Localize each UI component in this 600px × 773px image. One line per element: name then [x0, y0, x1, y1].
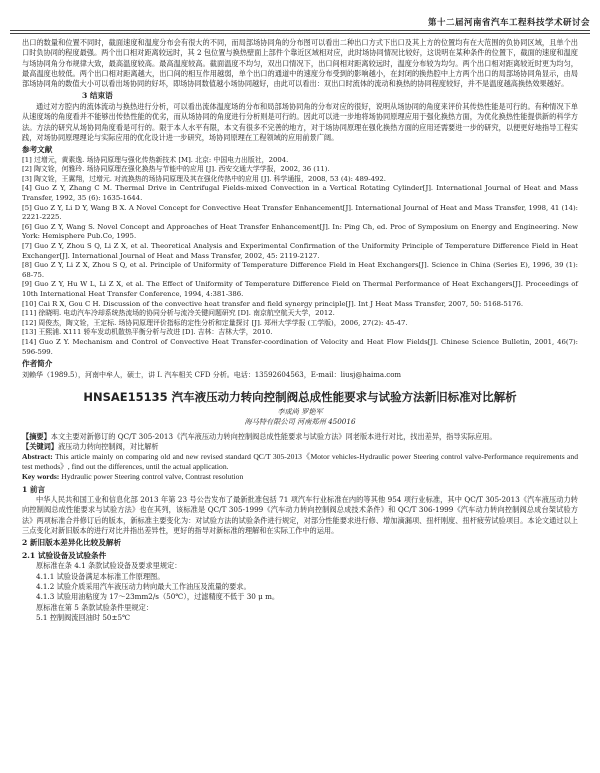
running-header [0, 0, 600, 40]
abstract-text: 本文主要对新修订的 QC/T 305-2013《汽车液压动力转向控制阀总成性能要求与试验方法》同老版本进行对比，找出差异，指导实际应用。 [50, 431, 497, 441]
reference-item: [12] 周俊杰，陶文铨，王定标. 场协同原理评价指标的定性分析和定量探讨 [J]. 郑州大学学报 (工学版)，2006, 27(2): 45-47. [22, 318, 408, 327]
reference-item: [14] Guo Z Y. Mechanism and Control of Convective Heat Transfer-coordination of Velocity and Heat Flow Fields[J]. Chinese Science Bulletin, 2001, 46(7): 596-599. [22, 337, 578, 356]
header-rule-thin [10, 33, 590, 34]
list-item: 4.1.1 试验设备满足本标准工作原理图。 [36, 571, 165, 581]
reference-item: [13] 王熙浦. X111 轿车发动机散热平衡分析与改进 [D]. 吉林：吉林大学，2010. [22, 328, 273, 337]
reference-item: [3] 陶文铨，王翼翔，过增元. 对流换热的场协同原理及其在强化传热中的应用 [J]. 科学通报，2008, 53 (4): 489-492. [22, 174, 386, 183]
reference-item: [7] Guo Z Y, Zhou S Q, Li Z X, et al. Theoretical Analysis and Experimental Confirmation of the Uniformity Principle of Temperature Difference Field in Heat Exchanger[J]. International Journal of Heat and Mass Transfer, 2002, 45: 2119-2127. [22, 242, 578, 260]
article-affiliation: 海马特有限公司 河南郑州 450016 [244, 416, 356, 426]
reference-item: [5] Guo Z Y, Li D Y, Wang B X. A Novel Concept for Convective Heat Transfer Enhancement[J]. International Journal of Heat and Mass Transfer, 1998, 41 (14): 2221-2225. [22, 203, 578, 222]
section21-heading: 2.1 试验设备及试验条件 [22, 550, 107, 560]
keywords-cn [22, 442, 578, 452]
abstract-cn [22, 432, 578, 442]
header-rule [10, 30, 590, 31]
section2-heading: 2 新旧版本差异化比较及解析 [22, 538, 122, 548]
reference-item: [10] Cai R X, Gou C H. Discussion of the convective heat transfer and field synergy principle[J]. Int J Heat Mass Transfer, 2007, 50: 5168-5176. [22, 299, 524, 308]
reference-list [22, 156, 578, 357]
reference-item: [1] 过增元，黄素逸. 场协同原理与强化传热新技术 [M]. 北京: 中国电力出版社，2004. [22, 155, 289, 164]
abstract-en-label: Abstract: [22, 452, 53, 462]
list-item: 4.1.3 试验用油粘度为 17～23mm2/s（50℃），过滤精度不低于 30 μ m。 [36, 592, 280, 602]
reference-item: [4] Guo Z Y, Zhang C M. Thermal Drive in Centrifugal Fields-mixed Convection in a Vertical Rotating Cylinder[J]. International Journal of Heat and Mass Transfer, 1992, 35 (6): 1635-1644. [22, 184, 578, 203]
author-intro-heading: 作者简介 [22, 359, 53, 369]
section21-intro: 原标准在条 4.1 条款试验设备及要求里规定： [36, 561, 182, 571]
section1-heading: 1 前言 [22, 484, 46, 494]
list-item: 4.1.2 试验介质采用汽车液压动力转向最大工作油压及流量的要求。 [36, 581, 251, 591]
article-title: HNSAE15135 汽车液压动力转向控制阀总成性能要求与试验方法新旧标准对比解析 [83, 389, 517, 404]
list-item: 5.1 控制阀流回油时 50±5℃ [36, 612, 131, 622]
abstract-en [22, 452, 578, 472]
abstract-en-text: This article mainly on comparing old and new revised standard QC/T 305-2013《Motor vehicles-Hydraulic power Steering control valve-Performance requirements and test methods》, find out the differences, until the actual application. [22, 452, 578, 472]
reference-item: [9] Guo Z Y, Hu W L, Li Z X, et al. The Effect of Uniformity of Temperature Difference Field on Thermal Performance of Heat Exchangers[J]. Proceedings of 10th International Heat Transfer Conference, 1994, 4:381-386. [22, 280, 578, 298]
references-heading: 参考文献 [22, 145, 53, 155]
reference-item: [11] 徐晓明. 电动汽车冷却系统热流场的协同分析与流冷关键问题研究 [D]. 南京航空航天大学，2012. [22, 309, 335, 318]
keywords-en-text: Hydraulic power Steering control valve, Contrast resolution [61, 472, 244, 482]
section21-new: 原标准在第 5 条款试验条件里规定： [36, 602, 153, 612]
reference-item: [8] Guo Z Y, Li Z X, Zhou S Q, et al. Principle of Uniformity of Temperature Difference Field in Heat Exchangers[J]. Science in China (Series E), 1996, 39 (1): 68-75. [22, 261, 578, 279]
conclusion-heading: 3 结束语 [82, 91, 113, 101]
article-authors: 李成尚 罗艳军 [277, 406, 323, 416]
intro-paragraph: 出口的数量和位置不同时，截面速度和温度分布会有很大的不同，而局部场协同角的分布图可以看出二种出口方式下出口及其上方的位置均有在大范围的负协同区域，且单个出口时负协同的程度最强。两个出口相对距离较远时，其 2 包位置与换热壁面上部件个靠近区域相对应，此时场协同情况比较好，这说明在某种条件的位置下，截面的速度和温度与场协同角分布规律大致，最高温度较高。最高温度较高。截面温度不均匀，双出口情况下，出口间相对距离较远时，温度分布较为均匀。两个出口相对距离较近时更为均匀，最高温度也较低。两个出口相对距离越大，出口间的相互作用越弱，单个出口的通道中的速度分布受到的影响越小，在封闭的换热腔中上方两个出口的局部场协同角显示，由局部场协同角的数值大小可以看出场协同的好坏，即场协同数值越小场协同越好，由此可以看出：双出口时流体的流动和换热的协同程度较好，并不是温度越高换热效果越好。 [22, 38, 578, 89]
journal-title: 第十二届河南省汽车工程科技学术研讨会 [427, 18, 590, 28]
keywords-label: 【关键词】 [22, 441, 58, 451]
conclusion-paragraph: 通过对方腔内的流体流动与换热进行分析，可以看出流体温度场的分布和局部场协同角的分布对应的很好，说明从场协同的角度来评价其传热性能是可行的。有种情况下单从速度场的角度看并不能够出传热性能的优劣，而从场协同的角度进行分析则是可行的。因此可以进一步地将场协同原理应用于强化换热方面，为优化换热性能提供新的科学方法。方法的研究从场协同角度看是可行的。限于本人水平有限，本文有很多不完善的地方，对于场协同原理在强化换热方面的应用还需要进一步的研究，以便更好地指导工程实践，对场协同原理理论与实际应用的优化设计进一步研究，场协同原理在工程领域的应用前景广阔。 [22, 101, 578, 142]
reference-item: [6] Guo Z Y, Wang S. Novel Concept and Approaches of Heat Transfer Enhancement[J]. In: Ping Ch, ed. Proc of Symposium on Energy and Engineering. New York: Hemisphere Pub.Co, 1995. [22, 222, 578, 241]
article-body [22, 38, 578, 623]
reference-item: [2] 陶文铨，何雅玲. 场协同原理在强化换热与节能中的应用 [J]. 西安交通大学学报，2002, 36 (11). [22, 165, 330, 174]
abstract-label: 【摘要】 [22, 431, 51, 441]
section1-paragraph: 中华人民共和国工业和信息化部 2013 年第 23 号公告发布了最新批准包括 71 项汽车行业标准在内的等其他 954 项行业标准，其中 QC/T 305-2013《汽车液压动力转向控制阀总成性能要求与试验方法》也在其列，该标准是 QC/T 305-1999《汽车动力转向控制阀总成技术条件》和 QC/T 306-1999《汽车动力转向控制阀总成台架试验方法》两项标准合并修订后的版本，新标准主要变化为：对试验方法的试验条件进行规定，对部分性能要求进行修、增加滴漏项、扭杆刚度、扭杆疲劳试验项目。本论文通过以上三点变化对新旧版本的进行对比并指出差异性，更好的指导对新标准的理解和在实际工作中的运用。 [22, 495, 578, 536]
keywords-text: 液压动力转向控制阀，对比解析 [57, 441, 159, 451]
keywords-en-label: Key words: [22, 472, 60, 482]
keywords-en [22, 472, 578, 482]
author-intro-text: 刘赖华（1989.5），河南中牟人，硕士，讲 I. 汽车相关 CFD 分析。电话：13592604563，E-mail：liusj@haima.com [22, 370, 402, 379]
